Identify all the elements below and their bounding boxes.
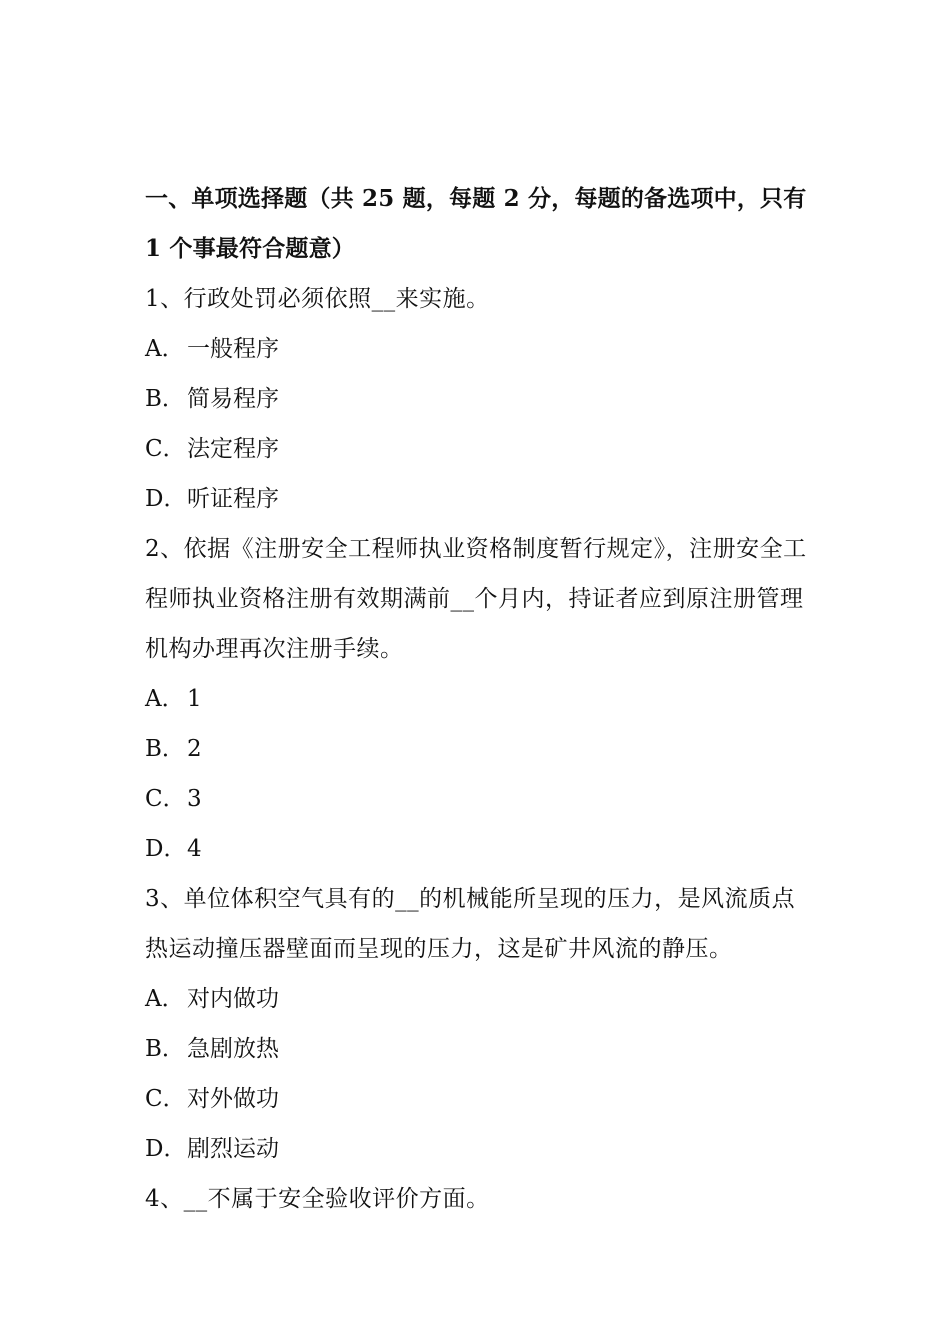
option-b — [145, 374, 810, 424]
question-text: 1、行政处罚必须依照__来实施。 — [145, 286, 490, 312]
question-text: 4、__不属于安全验收评价方面。 — [145, 1186, 490, 1212]
option-letter: A． — [145, 686, 185, 712]
option-letter: A． — [145, 336, 185, 362]
option-letter: C． — [145, 1086, 186, 1112]
option-text: 4 — [187, 836, 202, 862]
option-letter: B． — [145, 736, 185, 762]
option-letter: D． — [145, 486, 187, 512]
option-text: 急剧放热 — [187, 1036, 279, 1062]
question-1 — [145, 274, 810, 524]
option-b — [145, 1024, 810, 1074]
option-text: 一般程序 — [187, 336, 279, 362]
document-page — [145, 174, 810, 1224]
option-c — [145, 424, 810, 474]
option-a — [145, 674, 810, 724]
option-letter: C． — [145, 786, 186, 812]
option-text: 简易程序 — [187, 386, 279, 412]
question-4 — [145, 1174, 810, 1224]
option-d — [145, 824, 810, 874]
option-letter: C． — [145, 436, 186, 462]
option-text: 2 — [187, 736, 202, 762]
option-letter: D． — [145, 1136, 187, 1162]
option-letter: D． — [145, 836, 187, 862]
question-text: 3、单位体积空气具有的__的机械能所呈现的压力，是风流质点热运动撞压器壁面而呈现的压力，这是矿井风流的静压。 — [145, 886, 796, 962]
option-text: 对外做功 — [187, 1086, 279, 1112]
question-text: 2、依据《注册安全工程师执业资格制度暂行规定》，注册安全工程师执业资格注册有效期满前__个月内，持证者应到原注册管理机构办理再次注册手续。 — [145, 536, 807, 662]
option-letter: B． — [145, 1036, 185, 1062]
option-c — [145, 1074, 810, 1124]
option-a — [145, 324, 810, 374]
option-text: 法定程序 — [187, 436, 279, 462]
question-3 — [145, 874, 810, 1174]
option-a — [145, 974, 810, 1024]
option-c — [145, 774, 810, 824]
section-heading-line-2: 1 个事最符合题意） — [145, 235, 356, 262]
option-text: 听证程序 — [187, 486, 279, 512]
question-2 — [145, 524, 810, 874]
option-text: 剧烈运动 — [187, 1136, 279, 1162]
option-d — [145, 1124, 810, 1174]
option-letter: A． — [145, 986, 185, 1012]
option-d — [145, 474, 810, 524]
section-heading-line-1: 一、单项选择题（共 25 题，每题 2 分，每题的备选项中，只有 — [145, 185, 807, 212]
option-text: 1 — [187, 686, 202, 712]
option-b — [145, 724, 810, 774]
option-text: 对内做功 — [187, 986, 279, 1012]
option-text: 3 — [187, 786, 202, 812]
option-letter: B． — [145, 386, 185, 412]
